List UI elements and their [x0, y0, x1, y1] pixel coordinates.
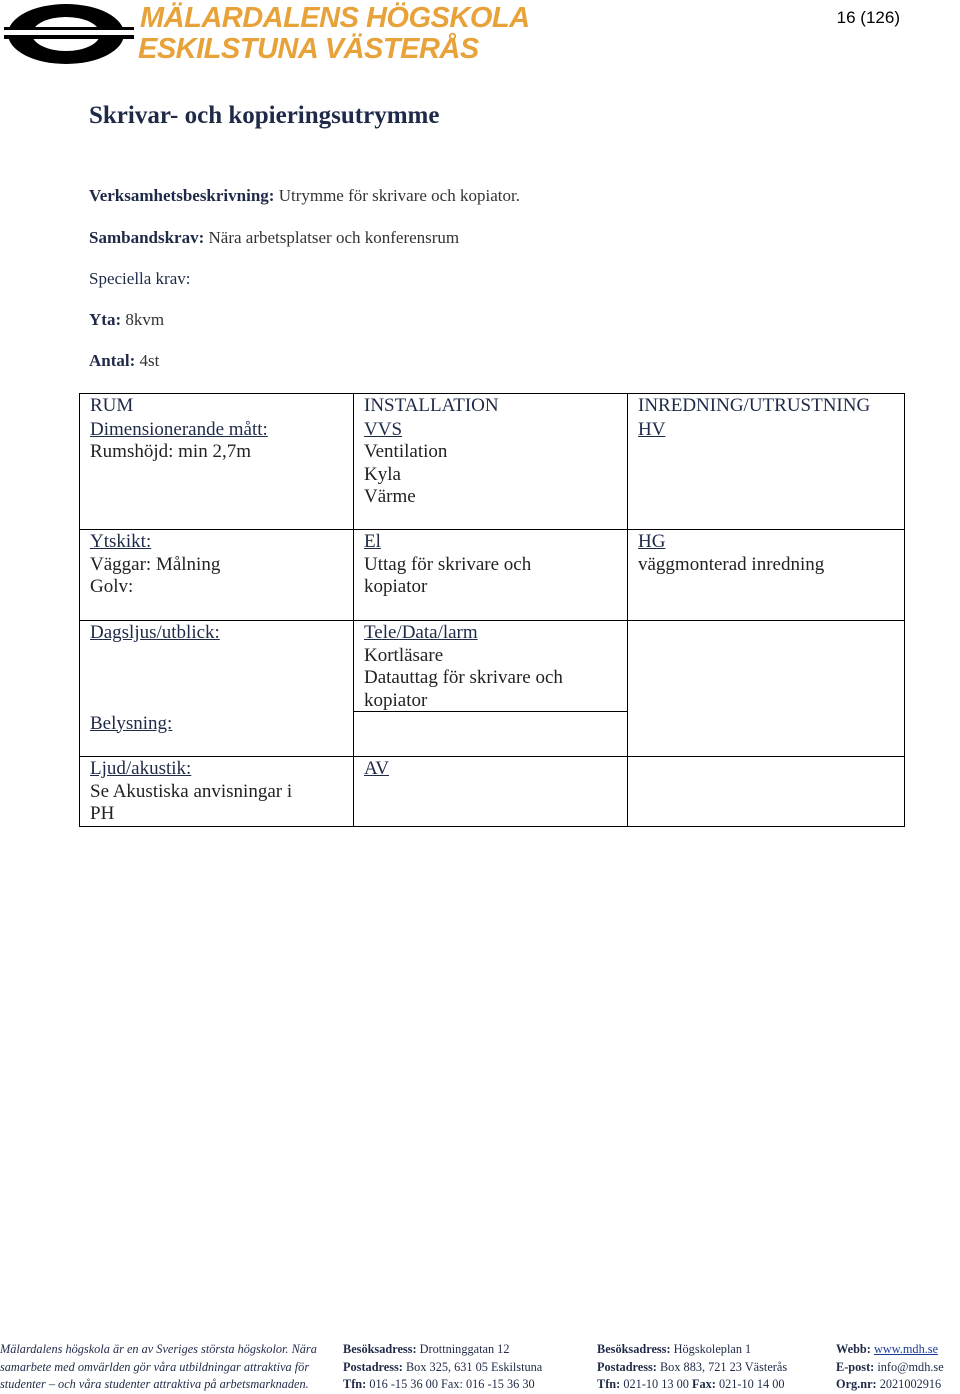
table-row [80, 530, 905, 621]
tele-heading: Tele/Data/larm [364, 622, 478, 643]
belysning-heading: Belysning: [90, 712, 173, 734]
ljud-heading: Ljud/akustik: [90, 758, 192, 779]
samband-label: Sambandskrav: [89, 228, 205, 247]
table-row [80, 418, 905, 530]
email-value: info@mdh.se [877, 1359, 944, 1374]
cell-hv [628, 418, 905, 530]
verksamhet-label: Verksamhetsbeskrivning: [89, 186, 275, 205]
hg-line: väggmonterad inredning [638, 553, 825, 575]
footer-value: 021-10 13 00 [623, 1377, 689, 1391]
footer-line: studenter – och våra studenter attraktiva på arbetsmarknaden. [0, 1377, 309, 1391]
logo-mark-icon [4, 0, 134, 68]
footer-label: Besöksadress: [597, 1342, 671, 1356]
el-line: kopiator [364, 576, 428, 597]
ljud-line: Se Akustiska anvisningar i [90, 780, 293, 802]
orgnr-value: 2021002916 [879, 1377, 942, 1391]
hv-heading: HV [638, 418, 666, 440]
speciella-label: Speciella krav: [89, 269, 191, 288]
university-logo [4, 0, 134, 73]
header-inredning: INREDNING/UTRUSTNING [628, 394, 905, 418]
cell-el [354, 530, 628, 621]
footer-label: Fax: [691, 1377, 716, 1391]
footer-label: Tfn: [597, 1377, 621, 1391]
ytskikt-heading: Ytskikt: [90, 531, 152, 552]
vvs-heading: VVS [364, 418, 403, 440]
speciella-line [89, 269, 191, 289]
el-line: Uttag för skrivare och [364, 553, 532, 575]
footer-label: Postadress: [343, 1359, 403, 1374]
samband-value: Nära arbetsplatser och konferensrum [208, 228, 460, 247]
page-number: 16 (126) [836, 8, 900, 27]
dagsljus-heading: Dagsljus/utblick: [90, 622, 220, 643]
footer-label: Tfn: [343, 1377, 367, 1391]
table-row [80, 621, 905, 757]
tele-line: kopiator [364, 689, 428, 711]
cell-empty [628, 757, 905, 827]
cell-hg [628, 530, 905, 621]
hg-heading: HG [638, 531, 666, 552]
cell-av [354, 757, 628, 827]
cell-ljud [80, 757, 354, 827]
yta-line [89, 310, 164, 330]
cell-vvs [354, 418, 628, 530]
footer-value: Box 883, 721 23 Västerås [659, 1359, 788, 1374]
page-title: Skrivar- och kopieringsutrymme [89, 102, 440, 129]
header-installation: INSTALLATION [354, 394, 628, 418]
cell-empty [628, 621, 905, 757]
verksamhet-line [89, 186, 520, 206]
tele-line: Kortläsare [364, 644, 444, 666]
footer-label: Webb: [836, 1342, 871, 1356]
ljud-line: PH [90, 803, 115, 824]
footer-label: Postadress: [597, 1359, 657, 1374]
cell-dagsljus [80, 621, 354, 757]
footer-value: Drottninggatan 12 [419, 1342, 510, 1356]
footer-line: Mälardalens högskola är en av Sveriges största högskolor. Nära [0, 1342, 317, 1356]
footer-value: 021-10 14 00 [718, 1377, 785, 1391]
av-heading: AV [364, 758, 389, 779]
room-spec-table [79, 393, 905, 827]
footer-label: E-post: [836, 1359, 875, 1374]
footer-label: Besöksadress: [343, 1342, 417, 1356]
table-header-row [80, 394, 905, 418]
vvs-line: Kyla [364, 463, 401, 485]
yta-value: 8kvm [125, 310, 165, 329]
ytskikt-line: Golv: [90, 576, 134, 597]
rumshojd-text: Rumshöjd: min 2,7m [90, 441, 251, 462]
footer-label: Org.nr: [836, 1377, 877, 1391]
samband-line [89, 228, 459, 248]
footer-value: 016 -15 36 00 Fax: 016 -15 36 30 [369, 1377, 535, 1391]
antal-line [89, 351, 159, 371]
el-heading: El [364, 531, 381, 552]
table-row [80, 757, 905, 827]
cell-ytskikt [80, 530, 354, 621]
website-link[interactable]: www.mdh.se [873, 1342, 939, 1356]
header-rum: RUM [80, 394, 354, 418]
logo-line1: MÄLARDALENS HÖGSKOLA [140, 2, 530, 34]
logo-line2: ESKILSTUNA VÄSTERÅS [138, 33, 479, 65]
cell-dimensionerande [80, 418, 354, 530]
footer-value: Box 325, 631 05 Eskilstuna [405, 1359, 543, 1374]
cell-tele [354, 621, 628, 757]
vvs-line: Värme [364, 486, 416, 507]
footer-line: samarbete med omvärlden gör våra utbildningar attraktiva för [0, 1359, 310, 1374]
verksamhet-value: Utrymme för skrivare och kopiator. [278, 186, 520, 205]
footer-value: Högskoleplan 1 [673, 1342, 752, 1356]
tele-line: Datauttag för skrivare och [364, 667, 563, 688]
vvs-line: Ventilation [364, 441, 448, 462]
antal-label: Antal: [89, 351, 136, 370]
ytskikt-line: Väggar: Målning [90, 553, 221, 575]
dimensionerande-heading: Dimensionerande mått: [90, 418, 268, 440]
yta-label: Yta: [89, 310, 122, 329]
antal-value: 4st [139, 351, 160, 370]
